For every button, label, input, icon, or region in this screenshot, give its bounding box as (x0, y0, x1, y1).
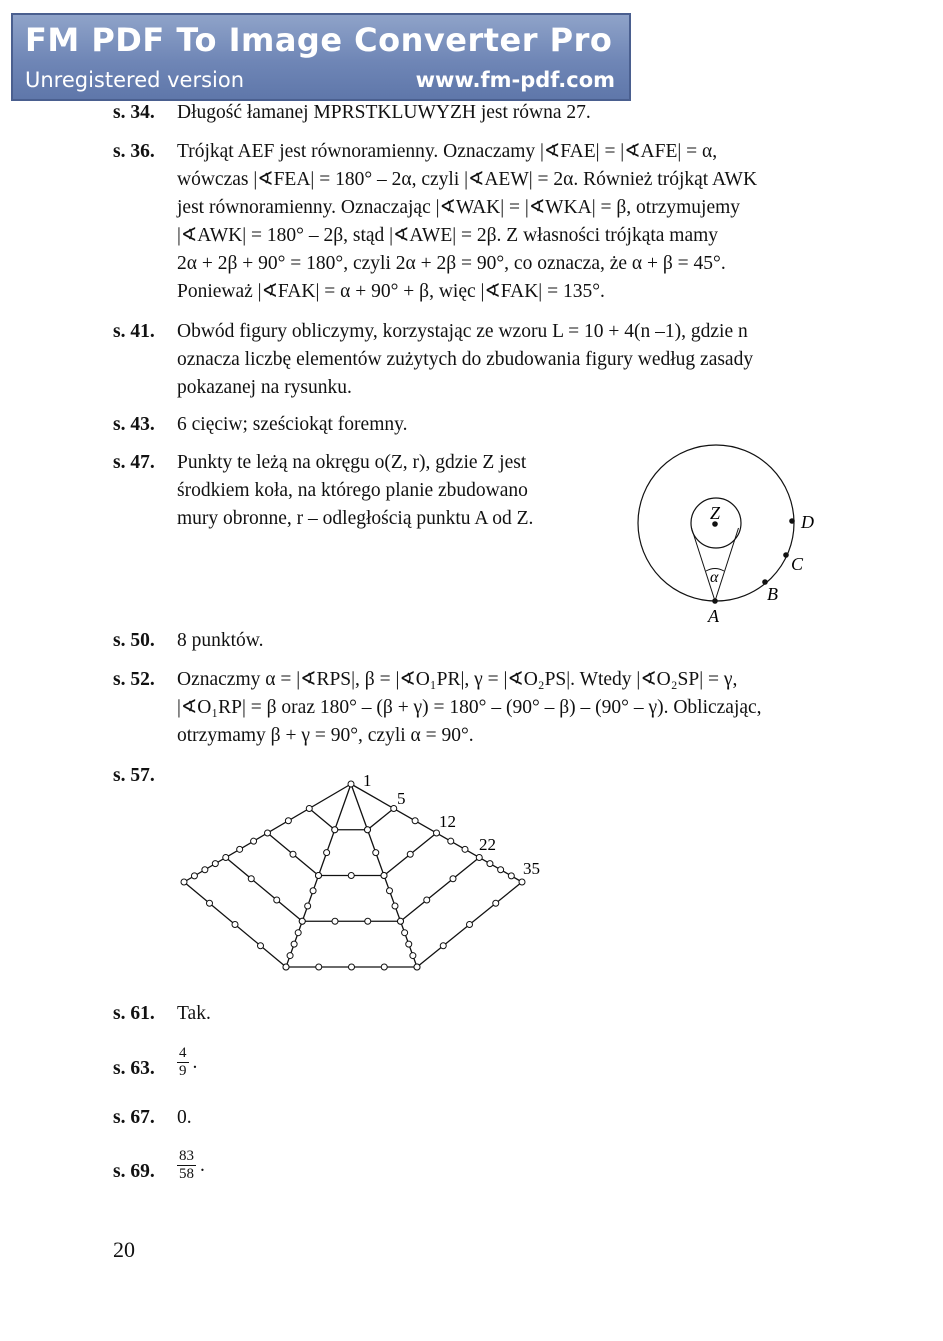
label-35: 35 (523, 859, 540, 878)
entry-line: jest równoramienny. Oznaczając |∢WAK| = |∢WKA| = β, otrzymujemy (177, 197, 741, 218)
vertex-node (232, 922, 238, 928)
vertex-node (448, 838, 454, 844)
entry-label: s. 69. (113, 1161, 155, 1182)
vertex-node (387, 888, 393, 894)
level-edge (309, 809, 335, 830)
vertex-node (493, 900, 499, 906)
vertex-node (373, 850, 379, 856)
vertex-node (248, 876, 254, 882)
entry-line: Ponieważ |∢FAK| = α + 90° + β, więc |∢FAK| = 135°. (177, 281, 605, 302)
page-number: 20 (113, 1237, 135, 1262)
entry-label: s. 36. (113, 141, 155, 162)
entry-line: Punkty te leżą na okręgu o(Z, r), gdzie Z jest (177, 452, 527, 473)
vertex-node (391, 806, 397, 812)
vertex-node (295, 930, 301, 936)
vertex-node (414, 964, 420, 970)
entry-label: s. 61. (113, 1003, 155, 1024)
vertex-node (251, 838, 257, 844)
vertex-node (299, 918, 305, 924)
entry-text: Tak. (177, 1003, 211, 1024)
vertex-node (519, 879, 525, 885)
vertex-node (365, 918, 371, 924)
vertex-node (407, 851, 413, 857)
entry-label: s. 52. (113, 669, 155, 690)
label-a: A (708, 606, 719, 626)
level-edge (401, 858, 480, 922)
vertex-node (398, 918, 404, 924)
vertex-node (191, 873, 197, 879)
entry-label: s. 47. (113, 452, 155, 473)
vertex-node (467, 922, 473, 928)
vertex-node (287, 953, 293, 959)
entry-label: s. 43. (113, 414, 155, 435)
vertex-node (365, 827, 371, 833)
vertex-node (381, 873, 387, 879)
vertex-node (237, 846, 243, 852)
vertex-node (202, 867, 208, 873)
banner-url: www.fm-pdf.com (415, 68, 615, 92)
fraction-numerator: 4 (179, 1045, 187, 1061)
vertex-node (392, 903, 398, 909)
label-z: Z (710, 503, 721, 523)
pentagon-layers-figure (175, 770, 555, 975)
fraction-denominator: 58 (179, 1166, 194, 1182)
tangent-line-left (692, 528, 716, 601)
entry-label: s. 57. (113, 765, 155, 786)
vertex-node (348, 781, 354, 787)
vertex-node (274, 897, 280, 903)
vertex-node (223, 855, 229, 861)
fraction-denominator: 9 (179, 1063, 187, 1079)
vertex-node (324, 850, 330, 856)
vertex-node (381, 964, 387, 970)
vertex-node (306, 806, 312, 812)
entry-line: wówczas |∢FEA| = 180° – 2α, czyli |∢AEW| = 2α. Również trójkąt AWK (177, 169, 758, 190)
vertex-node (410, 953, 416, 959)
vertex-node (402, 930, 408, 936)
entry-line: Oznaczmy α = |∢RPS|, β = |∢O₁PR|, γ = |∢O₂PS|. Wtedy |∢O₂SP| = γ, (177, 669, 738, 690)
fraction-suffix: . (192, 1051, 198, 1073)
level-edge (226, 858, 303, 922)
vertex-node (412, 818, 418, 824)
vertex-node (265, 830, 271, 836)
entry-text: 6 cięciw; sześciokąt foremny. (177, 414, 408, 435)
vertex-node (349, 964, 355, 970)
entry-line: |∢AWK| = 180° – 2β, stąd |∢AWE| = 2β. Z własności trójkąta mamy (177, 225, 719, 246)
fraction-numerator: 83 (179, 1148, 194, 1164)
tangent-line-right (715, 528, 739, 601)
vertex-node (424, 897, 430, 903)
fraction-suffix: . (200, 1154, 205, 1176)
entry-text: 0. (177, 1107, 192, 1128)
vertex-node (332, 827, 338, 833)
entry-line: Obwód figury obliczymy, korzystając ze wzoru L = 10 + 4(n –1), gdzie n (177, 321, 748, 342)
label-5: 5 (397, 789, 406, 808)
entry-line: środkiem koła, na którego planie zbudowano (177, 480, 528, 501)
watermark-banner (11, 13, 631, 101)
point-a (712, 598, 718, 604)
vertex-node (462, 846, 468, 852)
vertex-node (450, 876, 456, 882)
vertex-node (207, 900, 213, 906)
label-1: 1 (363, 771, 372, 790)
label-12: 12 (439, 812, 456, 831)
vertex-node (440, 943, 446, 949)
vertex-node (332, 918, 338, 924)
vertex-node (316, 964, 322, 970)
entry-line: |∢O₁RP| = β oraz 180° – (β + γ) = 180° – (90° – β) – (90° – γ). Obliczając, (177, 697, 762, 718)
vertex-node (406, 941, 412, 947)
entry-line: Trójkąt AEF jest równoramienny. Oznaczamy |∢FAE| = |∢AFE| = α, (177, 141, 718, 162)
vertex-node (476, 855, 482, 861)
vertex-node (310, 888, 316, 894)
entry-label: s. 63. (113, 1058, 155, 1079)
entry-line: mury obronne, r – odległością punktu A od Z. (177, 508, 534, 529)
entry-line: oznacza liczbę elementów zużytych do zbudowania figury według zasady (177, 349, 754, 370)
point-c (783, 552, 789, 558)
pentagon-nodes (181, 781, 525, 970)
entry-line: otrzymamy β + γ = 90°, czyli α = 90°. (177, 725, 474, 746)
vertex-node (291, 941, 297, 947)
label-22: 22 (479, 835, 496, 854)
entry-line: 2α + 2β + 90° = 180°, czyli 2α + 2β = 90°, co oznacza, że α + β = 45°. (177, 253, 726, 274)
level-edge (368, 809, 394, 830)
vertex-node (348, 873, 354, 879)
vertex-node (508, 873, 514, 879)
vertex-node (285, 818, 291, 824)
circle-figure (620, 440, 840, 630)
vertex-node (258, 943, 264, 949)
vertex-node (290, 851, 296, 857)
entry-label: s. 50. (113, 630, 155, 651)
fraction (177, 1148, 205, 1183)
entry-text: Długość łamanej MPRSTKLUWYZH jest równa 27. (177, 102, 591, 123)
entry-text: 8 punktów. (177, 630, 264, 651)
label-alpha: α (710, 569, 719, 586)
vertex-node (487, 861, 493, 867)
entry-label: s. 41. (113, 321, 155, 342)
entry-line: pokazanej na rysunku. (177, 377, 352, 398)
point-d (789, 518, 795, 524)
vertex-node (212, 861, 218, 867)
fraction (177, 1045, 197, 1080)
label-d: D (801, 512, 814, 532)
entry-label: s. 34. (113, 102, 155, 123)
entry-label: s. 67. (113, 1107, 155, 1128)
banner-subtitle: Unregistered version (25, 68, 245, 92)
vertex-node (181, 879, 187, 885)
banner-title: FM PDF To Image Converter Pro (25, 21, 613, 59)
vertex-node (283, 964, 289, 970)
label-b: B (767, 584, 778, 604)
vertex-node (305, 903, 311, 909)
vertex-node (498, 867, 504, 873)
vertex-node (316, 873, 322, 879)
label-c: C (791, 554, 804, 574)
